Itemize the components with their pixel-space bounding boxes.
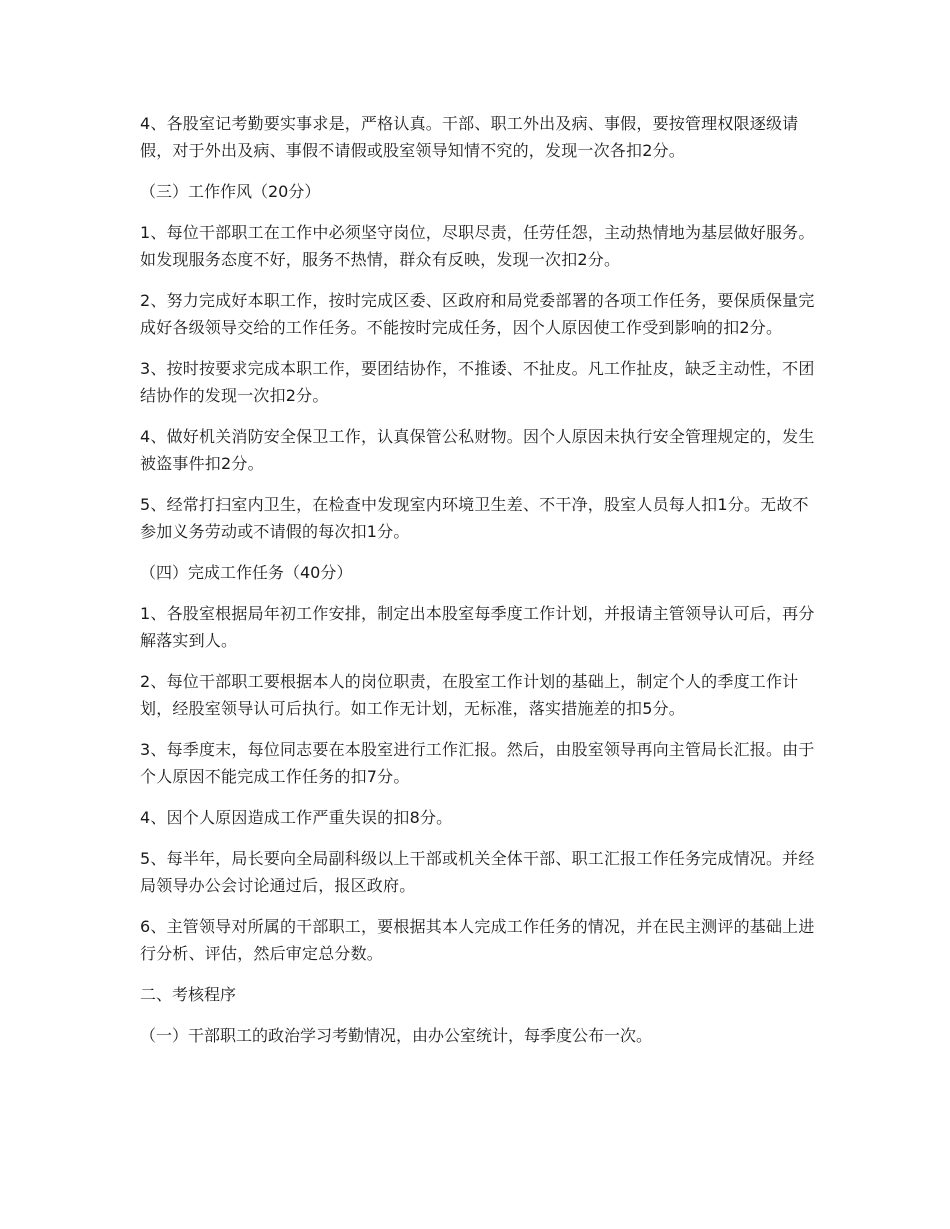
paragraph-tasks-5: 5、每半年，局长要向全局副科级以上干部或机关全体干部、职工汇报工作任务完成情况。并经局领导办公会讨论通过后，报区政府。 xyxy=(140,849,815,895)
paragraph-style-2: 2、努力完成好本职工作，按时完成区委、区政府和局党委部署的各项工作任务，要保质保量完成好各级领导交给的工作任务。不能按时完成任务，因个人原因使工作受到影响的扣2分。 xyxy=(140,291,815,337)
paragraph-procedure-1: （一）干部职工的政治学习考勤情况，由办公室统计，每季度公布一次。 xyxy=(140,1026,653,1045)
section-heading-tasks: （四）完成工作任务（40分） xyxy=(140,563,353,582)
paragraph-style-3: 3、按时按要求完成本职工作，要团结协作，不推诿、不扯皮。凡工作扯皮，缺乏主动性，不团结协作的发现一次扣2分。 xyxy=(140,359,815,405)
paragraph-style-1: 1、每位干部职工在工作中必须坚守岗位，尽职尽责，任劳任怨，主动热情地为基层做好服务。如发现服务态度不好，服务不热情，群众有反映，发现一次扣2分。 xyxy=(140,223,815,269)
paragraph-style-4: 4、做好机关消防安全保卫工作，认真保管公私财物。因个人原因未执行安全管理规定的，发生被盗事件扣2分。 xyxy=(140,427,815,473)
section-heading-work-style: （三）工作作风（20分） xyxy=(140,182,321,201)
paragraph-tasks-3: 3、每季度末，每位同志要在本股室进行工作汇报。然后，由股室领导再向主管局长汇报。由于个人原因不能完成工作任务的扣7分。 xyxy=(140,740,815,786)
paragraph-style-5: 5、经常打扫室内卫生，在检查中发现室内环境卫生差、不干净，股室人员每人扣1分。无故不参加义务劳动或不请假的每次扣1分。 xyxy=(140,495,809,541)
document-page xyxy=(140,110,815,1063)
paragraph-tasks-6: 6、主管领导对所属的干部职工，要根据其本人完成工作任务的情况，并在民主测评的基础上进行分析、评估，然后审定总分数。 xyxy=(140,917,815,963)
paragraph-tasks-4: 4、因个人原因造成工作严重失误的扣8分。 xyxy=(140,808,453,827)
paragraph-attendance-4: 4、各股室记考勤要实事求是，严格认真。干部、职工外出及病、事假，要按管理权限逐级请假，对于外出及病、事假不请假或股室领导知情不究的，发现一次各扣2分。 xyxy=(140,114,799,160)
section-heading-procedure: 二、考核程序 xyxy=(140,985,237,1004)
paragraph-tasks-2: 2、每位干部职工要根据本人的岗位职责，在股室工作计划的基础上，制定个人的季度工作计划，经股室领导认可后执行。如工作无计划，无标准，落实措施差的扣5分。 xyxy=(140,672,799,718)
paragraph-tasks-1: 1、各股室根据局年初工作安排，制定出本股室每季度工作计划，并报请主管领导认可后，再分解落实到人。 xyxy=(140,604,815,650)
